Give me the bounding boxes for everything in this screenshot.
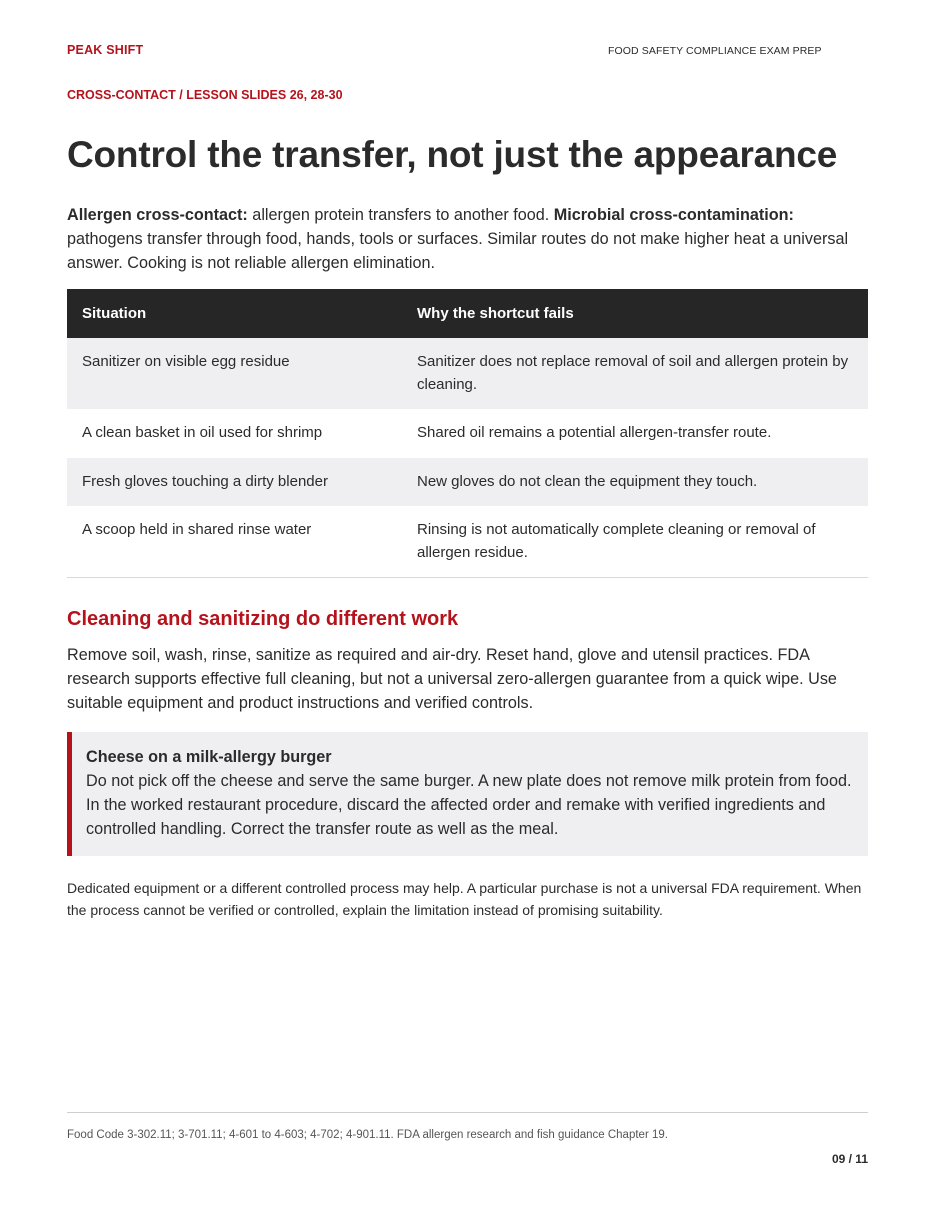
table-row (67, 506, 868, 578)
situation-cell: Fresh gloves touching a dirty blender (67, 458, 402, 507)
definition-microbial-cross-contamination: pathogens transfer through food, hands, tools or surfaces. Similar routes do not make higher heat a universal answer. Cooking is not reliable allergen elimination. (67, 230, 849, 272)
table-header-row (67, 289, 868, 338)
shortcut-table (67, 289, 868, 578)
brand-name: PEAK SHIFT (67, 43, 144, 57)
term-microbial-cross-contamination: Microbial cross-contamination: (553, 206, 794, 224)
section-heading: Cleaning and sanitizing do different work (67, 608, 459, 630)
series-title: FOOD SAFETY COMPLIANCE EXAM PREP (608, 45, 822, 57)
table-row (67, 458, 868, 507)
closing-note: Dedicated equipment or a different controlled process may help. A particular purchase is not a universal FDA requirement. When the process cannot be verified or controlled, explain the limitation instead of promising suitability. (67, 880, 862, 918)
situation-cell: A scoop held in shared rinse water (67, 506, 402, 578)
page-title: Control the transfer, not just the appearance (67, 134, 838, 175)
lesson-kicker: CROSS-CONTACT / LESSON SLIDES 26, 28-30 (67, 88, 343, 102)
definition-allergen-cross-contact: allergen protein transfers to another food. (247, 206, 554, 224)
column-header-why-shortcut-fails: Why the shortcut fails (402, 289, 868, 338)
reason-cell: Shared oil remains a potential allergen-transfer route. (417, 424, 772, 441)
situation-cell: A clean basket in oil used for shrimp (82, 424, 323, 441)
section-body: Remove soil, wash, rinse, sanitize as required and air-dry. Reset hand, glove and utensil practices. FDA research supports effective full cleaning, but not a universal zero-allergen guarantee from a quick wipe. Use suitable equipment and product instructions and verified controls. (67, 646, 837, 712)
footer-references: Food Code 3-302.11; 3-701.11; 4-601 to 4-603; 4-702; 4-901.11. FDA allergen research and fish guidance Chapter 19. (67, 1129, 668, 1141)
column-header-situation: Situation (67, 289, 402, 338)
table-row (67, 409, 868, 458)
footer-divider (67, 1112, 868, 1113)
callout-title: Cheese on a milk-allergy burger (86, 748, 332, 766)
situation-cell: Sanitizer on visible egg residue (67, 338, 402, 409)
reason-cell: Sanitizer does not replace removal of soil and allergen protein by cleaning. (402, 338, 868, 409)
callout-body: Do not pick off the cheese and serve the same burger. A new plate does not remove milk protein from food. In the worked restaurant procedure, discard the affected order and remake with verified ingredients and controlled handling. Correct the transfer route as well as the meal. (86, 772, 852, 838)
intro-paragraph (67, 203, 868, 275)
reason-cell: Rinsing is not automatically complete cleaning or removal of allergen residue. (402, 506, 868, 578)
reason-cell: New gloves do not clean the equipment they touch. (402, 458, 868, 507)
table-row (67, 338, 868, 409)
page-number: 09 / 11 (831, 1152, 868, 1166)
term-allergen-cross-contact: Allergen cross-contact: (67, 206, 248, 224)
example-callout (67, 732, 868, 856)
